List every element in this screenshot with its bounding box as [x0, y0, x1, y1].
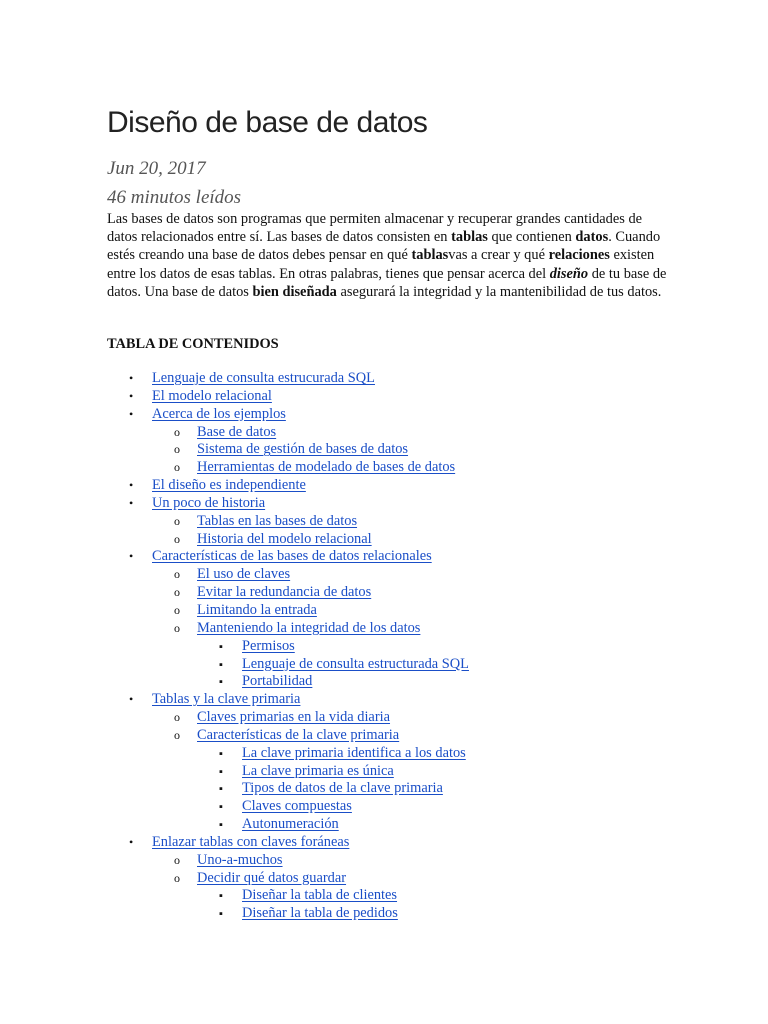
toc-item — [107, 673, 707, 691]
toc-item — [107, 477, 707, 495]
intro-paragraph — [107, 210, 667, 301]
toc-item — [107, 441, 707, 459]
intro-bold-text: tablas — [451, 229, 488, 246]
intro-text: asegurará la integridad y la mantenibilidad de tus datos. — [336, 283, 662, 300]
toc-link[interactable]: Claves compuestas — [242, 798, 352, 815]
toc-link[interactable]: Características de la clave primaria — [197, 726, 400, 743]
reading-time: 46 minutos leídos — [107, 187, 242, 208]
toc-item — [107, 531, 707, 549]
toc-item — [107, 602, 707, 620]
bullet-square-icon — [219, 798, 223, 817]
toc-item — [107, 763, 707, 781]
toc-link[interactable]: Tipos de datos de la clave primaria — [242, 780, 443, 797]
bullet-disc-icon — [129, 388, 133, 406]
toc-link[interactable]: El diseño es independiente — [152, 477, 306, 494]
bullet-circle-icon — [174, 852, 180, 870]
bullet-square-icon — [219, 745, 223, 764]
article-date: Jun 20, 2017 — [107, 158, 206, 179]
toc-link[interactable]: Lenguaje de consulta estructurada SQL — [242, 655, 469, 672]
bullet-square-icon — [219, 673, 223, 692]
toc-item — [107, 370, 707, 388]
toc-link[interactable]: Base de datos — [197, 423, 277, 440]
bullet-circle-icon — [174, 870, 180, 888]
toc-link[interactable]: El uso de claves — [197, 566, 291, 583]
bullet-square-icon — [219, 816, 223, 835]
bullet-circle-icon — [174, 727, 180, 745]
bullet-circle-icon — [174, 602, 180, 620]
bullet-disc-icon — [129, 691, 133, 709]
toc-link[interactable]: Autonumeración — [242, 816, 339, 833]
toc-item — [107, 852, 707, 870]
bullet-circle-icon — [174, 424, 180, 442]
intro-text: de tu base de datos. Una base de datos — [107, 265, 667, 300]
toc-link[interactable]: Lenguaje de consulta estrucurada SQL — [152, 370, 375, 386]
intro-bold-italic-text: diseño — [549, 265, 589, 282]
toc-heading: TABLA DE CONTENIDOS — [107, 336, 279, 352]
bullet-square-icon — [219, 905, 223, 924]
toc-item — [107, 887, 707, 905]
toc-link[interactable]: Limitando la entrada — [197, 601, 317, 618]
intro-text: existen entre los datos de esas tablas. En otras palabras, tienes que pensar acerca del — [107, 247, 655, 282]
toc-link[interactable]: Evitar la redundancia de datos — [197, 584, 372, 601]
toc-item — [107, 620, 707, 638]
bullet-circle-icon — [174, 531, 180, 549]
toc-item — [107, 566, 707, 584]
bullet-square-icon — [219, 763, 223, 782]
toc-link[interactable]: Diseñar la tabla de clientes — [242, 887, 398, 904]
toc-item — [107, 745, 707, 763]
toc-item — [107, 459, 707, 477]
bullet-disc-icon — [129, 495, 133, 513]
toc-link[interactable]: Tablas y la clave primaria — [152, 691, 301, 708]
bullet-disc-icon — [129, 834, 133, 852]
toc-item — [107, 834, 707, 852]
toc-link[interactable]: Decidir qué datos guardar — [197, 869, 347, 886]
article-title: Diseño de base de datos — [107, 106, 428, 139]
bullet-circle-icon — [174, 441, 180, 459]
bullet-disc-icon — [129, 548, 133, 566]
toc-link[interactable]: Enlazar tablas con claves foráneas — [152, 833, 350, 850]
intro-bold-text: tablas — [411, 247, 449, 264]
intro-text: que contienen — [487, 229, 576, 246]
toc-item — [107, 905, 707, 923]
toc-item — [107, 584, 707, 602]
table-of-contents — [107, 370, 707, 923]
toc-link[interactable]: Uno-a-muchos — [197, 851, 283, 868]
toc-item — [107, 424, 707, 442]
toc-link[interactable]: Portabilidad — [242, 673, 313, 690]
intro-bold-text: bien diseñada — [252, 283, 337, 300]
toc-item — [107, 388, 707, 406]
bullet-circle-icon — [174, 584, 180, 602]
toc-item — [107, 816, 707, 834]
bullet-circle-icon — [174, 459, 180, 477]
intro-bold-text: datos — [575, 229, 609, 246]
toc-link[interactable]: Acerca de los ejemplos — [152, 405, 286, 422]
toc-item — [107, 638, 707, 656]
bullet-square-icon — [219, 887, 223, 906]
toc-item — [107, 780, 707, 798]
toc-link[interactable]: Herramientas de modelado de bases de datos — [197, 459, 456, 476]
toc-item — [107, 691, 707, 709]
toc-item — [107, 870, 707, 888]
toc-link[interactable]: La clave primaria es única — [242, 762, 394, 779]
intro-text: . Cuando estés creando una base de datos debes pensar en qué — [107, 229, 661, 264]
toc-link[interactable]: Manteniendo la integridad de los datos — [197, 619, 421, 636]
toc-link[interactable]: Un poco de historia — [152, 494, 266, 511]
intro-text: vas a crear y qué — [448, 247, 549, 264]
toc-item — [107, 709, 707, 727]
bullet-circle-icon — [174, 566, 180, 584]
toc-item — [107, 406, 707, 424]
toc-item — [107, 656, 707, 674]
toc-link[interactable]: Tablas en las bases de datos — [197, 512, 358, 529]
toc-link[interactable]: Características de las bases de datos relacionales — [152, 548, 432, 565]
bullet-square-icon — [219, 656, 223, 675]
bullet-disc-icon — [129, 406, 133, 424]
intro-text: Las bases de datos son programas que permiten almacenar y recuperar grandes cantidades de datos relacionados entre sí. Las bases de datos consisten en — [107, 211, 643, 246]
bullet-disc-icon — [129, 370, 133, 388]
toc-item — [107, 727, 707, 745]
bullet-square-icon — [219, 780, 223, 799]
toc-item — [107, 495, 707, 513]
toc-item — [107, 548, 707, 566]
bullet-disc-icon — [129, 477, 133, 495]
intro-bold-text: relaciones — [548, 247, 610, 264]
toc-link[interactable]: Claves primarias en la vida diaria — [197, 709, 391, 726]
bullet-circle-icon — [174, 709, 180, 727]
bullet-square-icon — [219, 638, 223, 657]
bullet-circle-icon — [174, 620, 180, 638]
toc-item — [107, 798, 707, 816]
toc-link[interactable]: El modelo relacional — [152, 387, 272, 404]
toc-item — [107, 513, 707, 531]
toc-link[interactable]: Sistema de gestión de bases de datos — [197, 441, 409, 458]
bullet-circle-icon — [174, 513, 180, 531]
toc-link[interactable]: Historia del modelo relacional — [197, 530, 372, 547]
toc-link[interactable]: La clave primaria identifica a los datos — [242, 744, 466, 761]
toc-link[interactable]: Diseñar la tabla de pedidos — [242, 905, 398, 922]
toc-link[interactable]: Permisos — [242, 637, 295, 654]
